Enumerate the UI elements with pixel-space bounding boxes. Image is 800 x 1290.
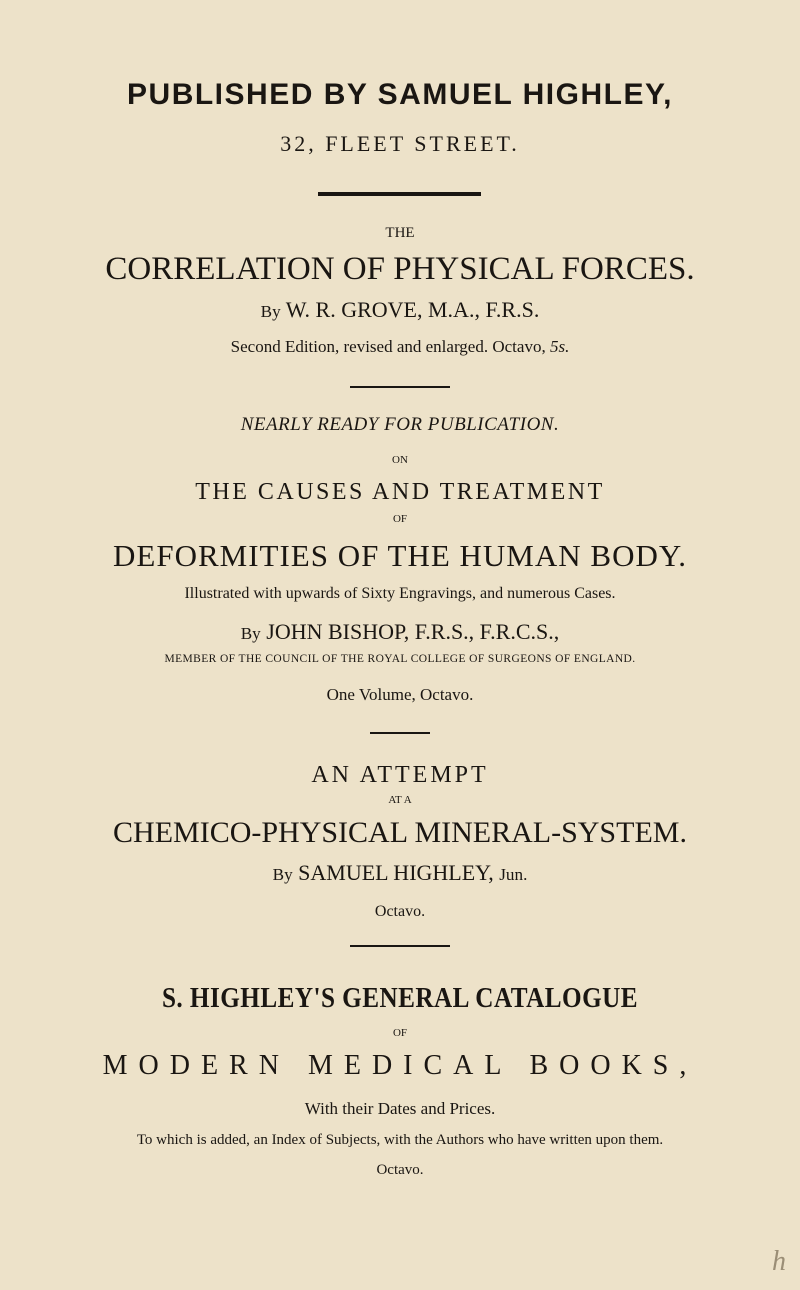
book3-suffix: Jun.	[499, 865, 528, 884]
book1-title: CORRELATION OF PHYSICAL FORCES.	[105, 251, 695, 287]
book1-by: By	[260, 302, 281, 321]
book1-edition	[0, 338, 800, 355]
book2-format: One Volume, Octavo.	[326, 685, 474, 704]
book2-affiliation: MEMBER OF THE COUNCIL OF THE ROYAL COLLEGE OF SURGEONS OF ENGLAND.	[164, 653, 636, 665]
book1-byline	[0, 299, 800, 321]
book2-byline	[0, 621, 800, 643]
book3-by: By	[272, 865, 293, 884]
divider-3	[350, 945, 450, 947]
book3-byline	[0, 862, 800, 884]
book2-by: By	[240, 624, 261, 643]
book2-of: OF	[392, 513, 408, 525]
book3-title-line1: AN ATTEMPT	[311, 762, 489, 788]
book2-on: ON	[392, 454, 408, 466]
divider-2	[370, 732, 430, 734]
corner-mark: h	[772, 1246, 786, 1277]
book2-title-line2: DEFORMITIES OF THE HUMAN BODY.	[113, 538, 687, 573]
book1-price: 5s.	[549, 337, 570, 356]
book1-the: THE	[385, 225, 415, 241]
book2-title-line1: THE CAUSES AND TREATMENT	[195, 479, 605, 505]
divider-1	[350, 386, 450, 388]
book3-format: Octavo.	[374, 903, 426, 920]
book2-author: JOHN BISHOP, F.R.S., F.R.C.S.,	[266, 619, 560, 644]
book4-note: To which is added, an Index of Subjects, with the Authors who have written upon them.	[136, 1132, 664, 1148]
book1-author: W. R. GROVE, M.A., F.R.S.	[285, 297, 540, 322]
book2-status: NEARLY READY FOR PUBLICATION.	[240, 414, 560, 435]
book3-author: SAMUEL HIGHLEY,	[298, 860, 494, 885]
book4-format: Octavo.	[376, 1162, 424, 1178]
book2-illustrated: Illustrated with upwards of Sixty Engravings, and numerous Cases.	[184, 585, 616, 602]
publisher-name: PUBLISHED BY SAMUEL HIGHLEY,	[127, 78, 673, 111]
publisher-address: 32, FLEET STREET.	[280, 131, 520, 156]
book4-of: OF	[392, 1027, 408, 1039]
book3-at-a: AT A	[388, 794, 412, 806]
book1-edition-note: Second Edition, revised and enlarged. Octavo,	[230, 337, 546, 356]
book3-title-line2: CHEMICO-PHYSICAL MINERAL-SYSTEM.	[113, 816, 687, 849]
book4-title-line1: S. HIGHLEY'S GENERAL CATALOGUE	[161, 983, 639, 1014]
header-rule	[318, 192, 481, 196]
book4-subtitle: With their Dates and Prices.	[304, 1099, 496, 1118]
book4-title-line2: MODERN MEDICAL BOOKS,	[102, 1050, 698, 1081]
